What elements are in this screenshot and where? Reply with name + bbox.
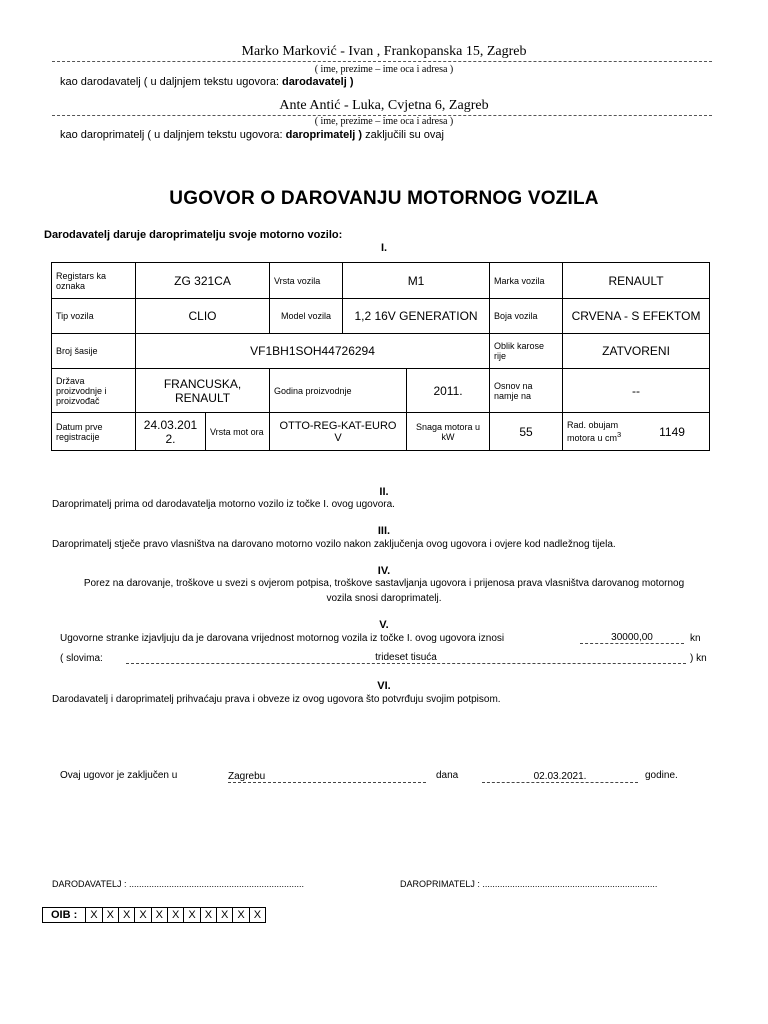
section-iv-text-1: Porez na darovanje, troškove u svezi s ovjerom potpisa, troškove sastavljanja ugovora i prijenosa prava vlasništva darovanog motornog — [83, 578, 685, 589]
basis-value: -- — [563, 369, 710, 413]
oib-digit: X — [135, 908, 151, 923]
country-value: FRANCUSKA, RENAULT — [136, 369, 270, 413]
vin-label: Broj šasije — [52, 334, 136, 369]
table-row — [52, 369, 710, 413]
color-label: Boja vozila — [490, 299, 563, 334]
section-vi-number: VI. — [377, 680, 391, 692]
kind-label: Tip vozila — [52, 299, 136, 334]
kind-value: CLIO — [136, 299, 270, 334]
section-ii-text: Daroprimatelj prima od darodavatelja motorno vozilo iz točke I. ovog ugovora. — [52, 499, 395, 510]
section-vi-text: Darodavatelj i daroprimatelj prihvaćaju prava i obveze iz ovog ugovora što potvrđuju svojim potpisom. — [52, 694, 501, 705]
donor-signature-line: DARODAVATELJ : ...................................................................... — [52, 879, 305, 889]
table-row — [52, 334, 710, 369]
donor-dash-line — [52, 61, 712, 62]
type-label: Vrsta vozila — [270, 263, 343, 299]
table-row — [52, 413, 710, 451]
color-value: CRVENA - S EFEKTOM — [563, 299, 710, 334]
make-label: Marka vozila — [490, 263, 563, 299]
place-value: Zagrebu — [228, 771, 426, 783]
oib-digit: X — [168, 908, 184, 923]
words-end: ) kn — [690, 653, 707, 664]
country-label: Država proizvodnje i proizvođač — [52, 369, 136, 413]
intro-text: Darodavatelj daruje daroprimatelju svoje motorno vozilo: — [44, 229, 343, 241]
section-i-number: I. — [380, 242, 388, 254]
basis-label: Osnov na namje na — [490, 369, 563, 413]
firstreg-value: 24.03.201 2. — [136, 413, 206, 451]
firstreg-label: Datum prve registracije — [52, 413, 136, 451]
year-word: godine. — [645, 770, 678, 781]
date-value: 02.03.2021. — [482, 771, 638, 783]
document-title: UGOVOR O DAROVANJU MOTORNOG VOZILA — [169, 188, 599, 209]
displacement-value: 1149 — [659, 424, 685, 439]
value-amount: 30000,00 — [580, 632, 684, 644]
oib-digit: X — [233, 908, 249, 923]
reg-value: ZG 321CA — [136, 263, 270, 299]
oib-digit: X — [200, 908, 216, 923]
section-iii-number: III. — [377, 525, 391, 537]
words-label: ( slovima: — [60, 653, 103, 664]
model-value: 1,2 16V GENERATION — [343, 299, 490, 334]
date-label: dana — [436, 770, 459, 781]
oib-digit: X — [86, 908, 102, 923]
displacement-label: Rad. obujam motora u $cm^3$ — [567, 420, 622, 443]
table-row — [52, 263, 710, 299]
section-iii-text: Daroprimatelj stječe pravo vlasništva na darovano motorno vozilo nakon zaključenja ovog ugovora i ovjere kod nadležnog tijela. — [52, 539, 616, 550]
donor-name-address: Marko Marković - Ivan , Frankopanska 15, Zagreb — [241, 44, 527, 59]
section-v-number: V. — [379, 619, 389, 631]
oib-digit: X — [118, 908, 134, 923]
oib-table — [42, 907, 266, 923]
displacement-cell — [563, 413, 710, 451]
recipient-caption: ( ime, prezime – ime oca i adresa ) — [314, 116, 454, 127]
recipient-signature-line: DAROPRIMATELJ : ...................................................................... — [400, 879, 658, 889]
oib-digit: X — [249, 908, 265, 923]
words-value: trideset tisuća — [126, 652, 686, 664]
section-iv-text-2: vozila snosi daroprimatelj. — [326, 593, 442, 604]
power-label: Snaga motora u kW — [407, 413, 490, 451]
section-ii-number: II. — [379, 486, 389, 498]
motor-label: Vrsta mot ora — [206, 413, 270, 451]
concluded-label: Ovaj ugovor je zaključen u — [60, 770, 178, 781]
oib-digit: X — [102, 908, 118, 923]
recipient-name-address: Ante Antić - Luka, Cvjetna 6, Zagreb — [279, 98, 489, 113]
body-value: ZATVORENI — [563, 334, 710, 369]
motor-value: OTTO-REG-KAT-EURO V — [270, 413, 407, 451]
table-row — [52, 299, 710, 334]
value-currency: kn — [690, 633, 701, 644]
table-row — [43, 908, 266, 923]
oib-digit: X — [217, 908, 233, 923]
oib-digit: X — [184, 908, 200, 923]
type-value: M1 — [343, 263, 490, 299]
recipient-role: kao daroprimatelj ( u daljnjem tekstu ugovora: daroprimatelj ) zaključili su ovaj — [60, 129, 444, 141]
model-label: Model vozila — [270, 299, 343, 334]
vehicle-table — [51, 262, 710, 451]
section-iv-number: IV. — [377, 565, 391, 577]
make-value: RENAULT — [563, 263, 710, 299]
reg-label: Registars ka oznaka — [52, 263, 136, 299]
body-label: Oblik karose rije — [490, 334, 563, 369]
power-value: 55 — [490, 413, 563, 451]
vin-value: VF1BH1SOH44726294 — [136, 334, 490, 369]
donor-caption: ( ime, prezime – ime oca i adresa ) — [314, 64, 454, 75]
year-value: 2011. — [407, 369, 490, 413]
year-label: Godina proizvodnje — [270, 369, 407, 413]
oib-digit: X — [151, 908, 167, 923]
donor-role: kao darodavatelj ( u daljnjem tekstu ugovora: darodavatelj ) — [60, 76, 354, 88]
section-v-text: Ugovorne stranke izjavljuju da je darovana vrijednost motornog vozila iz točke I. ovog ugovora iznosi — [60, 633, 505, 644]
oib-label: OIB : — [43, 908, 86, 923]
